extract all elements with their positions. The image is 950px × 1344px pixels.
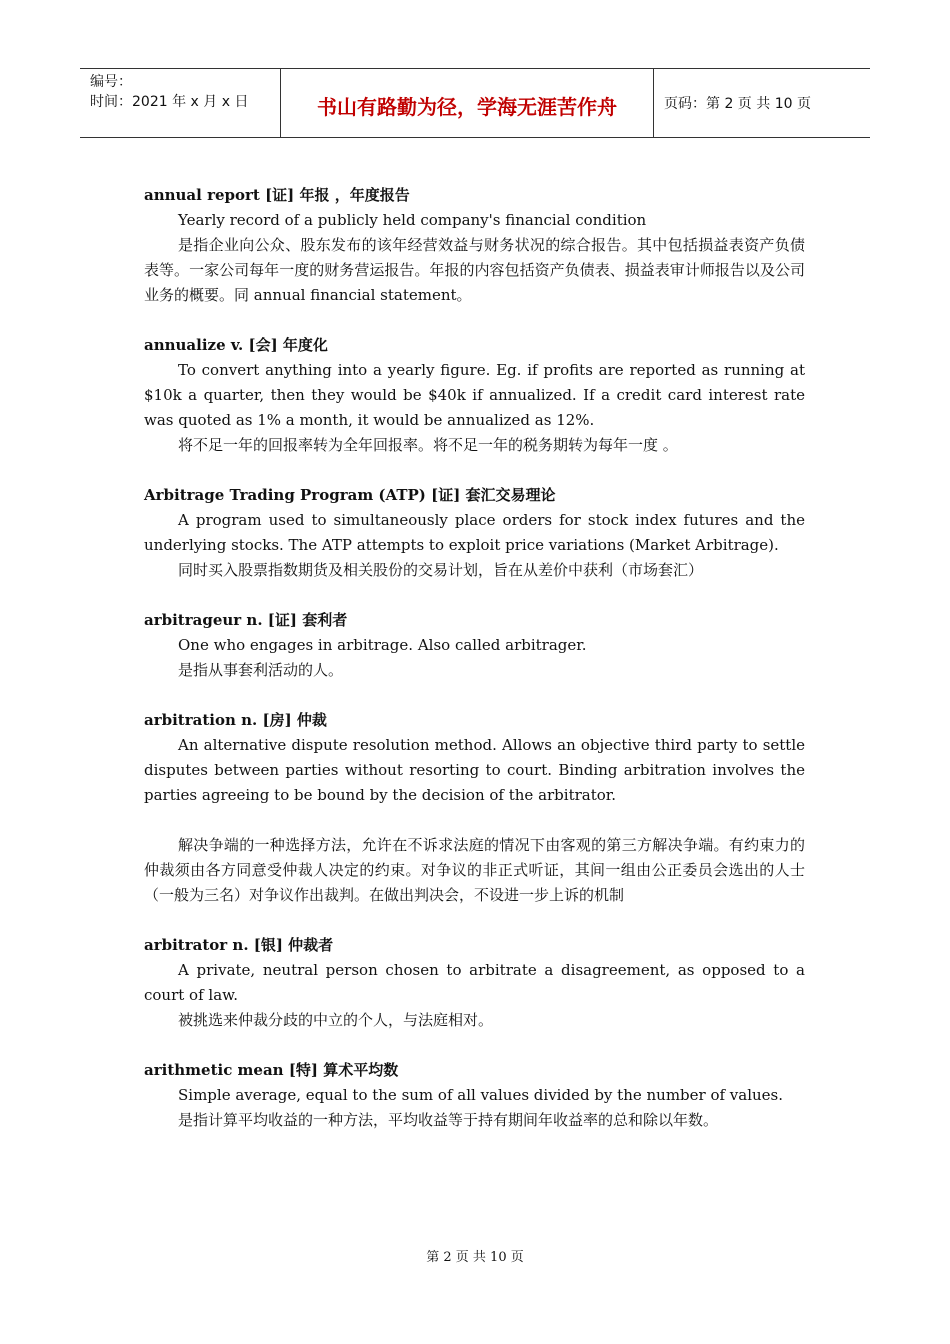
glossary-entry (144, 183, 805, 308)
entry-term: annual report [证] 年报 ，年度报告 (144, 186, 410, 204)
header-meta (80, 69, 281, 137)
number-label: 编号： (90, 74, 132, 90)
entry-chinese: 将不足一年的回报率转为全年回报率。将不足一年的税务期转为每年一度 。 (178, 436, 678, 454)
entry-term: Arbitrage Trading Program (ATP) [证] 套汇交易理论 (144, 486, 556, 504)
entry-chinese: 同时买入股票指数期货及相关股份的交易计划，旨在从差价中获利（市场套汇） (178, 561, 704, 579)
entry-chinese: 是指从事套利活动的人。 (178, 661, 344, 679)
entry-chinese: 是指企业向公众、股东发布的该年经营效益与财务状况的综合报告。其中包括损益表资产负债表等。一家公司每年一度的财务营运报告。年报的内容包括资产负债表、损益表审计师报告以及公司业务的概要。同 annual financial statement。 (144, 236, 805, 304)
entry-english: Simple average, equal to the sum of all values divided by the number of values. (178, 1086, 784, 1104)
glossary-entry (144, 608, 805, 683)
entry-english: A program used to simultaneously place orders for stock index futures and the underlying stocks. The ATP attempts to exploit price variations (Market Arbitrage). (144, 511, 805, 554)
entry-english: An alternative dispute resolution method. Allows an objective third party to settle disputes between parties without resorting to court. Binding arbitration involves the parties agreeing to be bound by the decision of the arbitrator. (144, 736, 805, 804)
entry-term: arbitration n. [房] 仲裁 (144, 711, 327, 729)
entry-chinese: 被挑选来仲裁分歧的中立的个人，与法庭相对。 (178, 1011, 494, 1029)
glossary-entry (144, 708, 805, 908)
glossary-content (144, 183, 805, 1158)
entry-term: arithmetic mean [特] 算术平均数 (144, 1061, 399, 1079)
entry-chinese: 解决争端的一种选择方法，允许在不诉求法庭的情况下由客观的第三方解决争端。有约束力的仲裁须由各方同意受仲裁人决定的约束。对争议的非正式听证，其间一组由公正委员会选出的人士（一般为三名）对争议作出裁判。在做出判决会，不设进一步上诉的机制 (144, 836, 805, 904)
glossary-entry (144, 1058, 805, 1133)
glossary-entry (144, 333, 805, 458)
glossary-entry (144, 933, 805, 1033)
page-header (80, 68, 870, 138)
entry-term: annualize v. [会] 年度化 (144, 336, 328, 354)
glossary-entry (144, 483, 805, 583)
time-label: 时间：2021 年 x 月 x 日 (90, 94, 249, 110)
header-motto: 书山有路勤为径，学海无涯苦作舟 (281, 69, 654, 137)
paragraph-spacer (144, 808, 805, 833)
entry-term: arbitrator n. [银] 仲裁者 (144, 936, 334, 954)
header-page-info: 页码：第 2 页 共 10 页 (664, 96, 811, 112)
entry-term: arbitrageur n. [证] 套利者 (144, 611, 348, 629)
entry-english: One who engages in arbitrage. Also called arbitrager. (178, 636, 587, 654)
page-footer: 第 2 页 共 10 页 (426, 1250, 524, 1265)
entry-english: Yearly record of a publicly held company's financial condition (178, 211, 647, 229)
entry-chinese: 是指计算平均收益的一种方法，平均收益等于持有期间年收益率的总和除以年数。 (178, 1111, 719, 1129)
entry-english: A private, neutral person chosen to arbitrate a disagreement, as opposed to a court of law. (144, 961, 805, 1004)
entry-english: To convert anything into a yearly figure. Eg. if profits are reported as running at $10k a quarter, then they would be $40k if annualized. If a credit card interest rate was quoted as 1% a month, it would be annualized as 12%. (144, 361, 805, 429)
